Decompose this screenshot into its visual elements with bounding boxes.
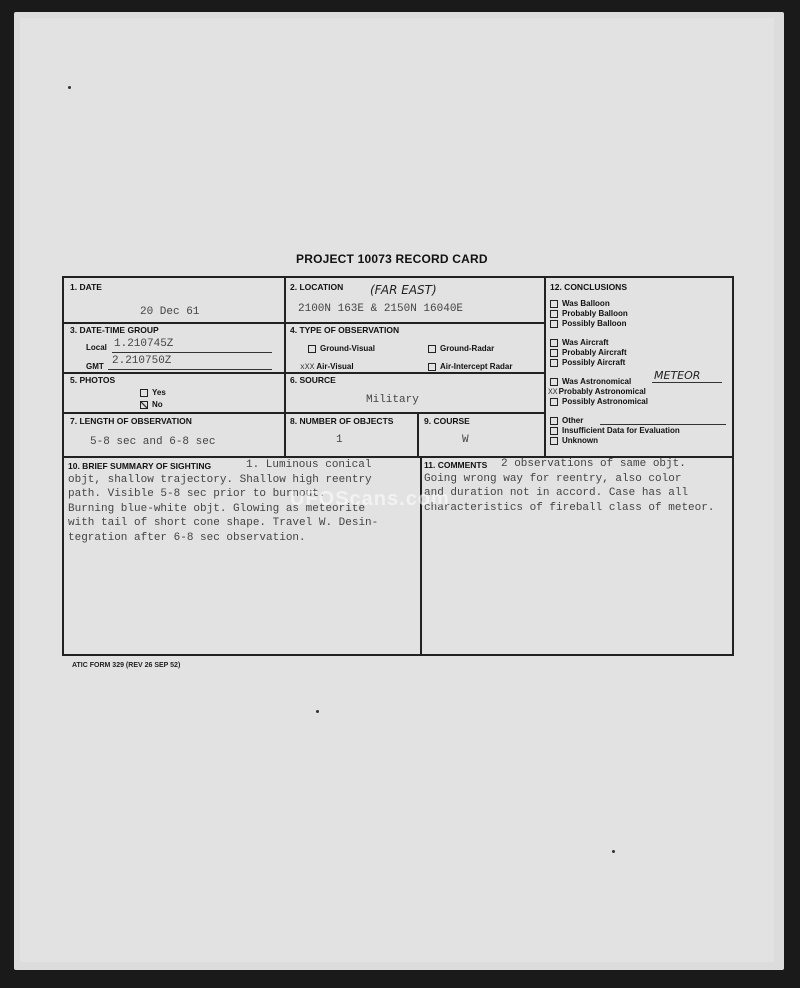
meteor-underline (652, 382, 722, 383)
dtg-local-label: Local (86, 343, 107, 352)
possibly-astronomical-option[interactable] (550, 397, 648, 406)
other-checkbox[interactable] (550, 417, 558, 425)
date-value: 20 Dec 61 (140, 306, 200, 318)
probably-astronomical-label: Probably Astronomical (558, 387, 646, 396)
was-astronomical-option[interactable] (550, 377, 631, 386)
other-option[interactable] (550, 416, 583, 425)
watermark-logo: UFOScans.com (290, 488, 450, 510)
comments-text: 2 observations of same objt. Going wrong way for reentry, also color and duration not in accord. Case has all characteristics of fireball class of meteor. (424, 458, 715, 514)
air-intercept-option[interactable] (428, 362, 512, 371)
ground-visual-label: Ground-Visual (320, 344, 375, 353)
probably-aircraft-label: Probably Aircraft (562, 348, 627, 357)
other-underline (600, 424, 726, 425)
possibly-aircraft-label: Possibly Aircraft (562, 358, 626, 367)
possibly-astronomical-label: Possibly Astronomical (562, 397, 648, 406)
photos-no-checkbox[interactable] (140, 401, 148, 409)
was-astronomical-checkbox[interactable] (550, 378, 558, 386)
divider-row1 (64, 322, 544, 324)
air-intercept-label: Air-Intercept Radar (440, 362, 513, 371)
probably-aircraft-option[interactable] (550, 348, 627, 357)
dtg-gmt-value: 2.210750Z (112, 355, 172, 367)
photos-yes-checkbox[interactable] (140, 389, 148, 397)
ground-visual-checkbox[interactable] (308, 345, 316, 353)
source-label: 6. SOURCE (290, 375, 336, 385)
other-label: Other (562, 416, 584, 425)
air-visual-label: Air-Visual (316, 362, 354, 371)
air-visual-mark: xXX (300, 363, 315, 372)
possibly-aircraft-option[interactable] (550, 358, 625, 367)
comments-label: 11. COMMENTS (424, 460, 488, 470)
summary-text: 1. Luminous conical objt, shallow trajectory. Shallow high reentry path. Visible 5-8 sec prior to burnout. Burning blue-white objt. Glowing as meteorite with tail of short cone shape. Travel W. Desin- tegration after 6-8 sec observation. (68, 459, 379, 544)
divider-row2 (64, 372, 544, 374)
possibly-balloon-option[interactable] (550, 319, 626, 328)
divider-col1 (284, 278, 286, 456)
location-label: 2. LOCATION (290, 282, 344, 292)
length-value: 5-8 sec and 6-8 sec (90, 436, 216, 448)
possibly-balloon-checkbox[interactable] (550, 320, 558, 328)
objects-value: 1 (336, 434, 343, 446)
unknown-checkbox[interactable] (550, 437, 558, 445)
photos-no-label: No (152, 400, 163, 409)
photos-label: 5. PHOTOS (70, 375, 116, 385)
photos-no-option[interactable] (140, 400, 163, 409)
dtg-gmt-label: GMT (86, 362, 104, 371)
dtg-local-value: 1.210745Z (114, 338, 174, 350)
was-aircraft-label: Was Aircraft (562, 338, 609, 347)
summary-label: 10. BRIEF SUMMARY OF SIGHTING (68, 461, 212, 471)
divider-10-11 (420, 456, 422, 654)
insufficient-data-checkbox[interactable] (550, 427, 558, 435)
probably-balloon-checkbox[interactable] (550, 310, 558, 318)
probably-astro-mark: XX (548, 388, 558, 397)
divider-col2 (544, 278, 546, 456)
speck-mark (68, 86, 71, 89)
ground-radar-option[interactable] (428, 344, 494, 353)
probably-astronomical-option[interactable] (548, 387, 646, 397)
probably-aircraft-checkbox[interactable] (550, 349, 558, 357)
form-footer: ATIC FORM 329 (REV 26 SEP 52) (72, 662, 181, 669)
ground-radar-label: Ground-Radar (440, 344, 495, 353)
possibly-astronomical-checkbox[interactable] (550, 398, 558, 406)
meteor-note: METEOR (654, 369, 701, 382)
insufficient-data-option[interactable] (550, 426, 680, 435)
probably-balloon-label: Probably Balloon (562, 309, 628, 318)
was-balloon-checkbox[interactable] (550, 300, 558, 308)
record-card (62, 276, 734, 656)
unknown-label: Unknown (562, 436, 598, 445)
was-balloon-label: Was Balloon (562, 299, 610, 308)
length-label: 7. LENGTH OF OBSERVATION (70, 416, 192, 426)
photos-yes-option[interactable] (140, 388, 166, 397)
possibly-balloon-label: Possibly Balloon (562, 319, 627, 328)
insufficient-data-label: Insufficient Data for Evaluation (562, 426, 680, 435)
type-obs-label: 4. TYPE OF OBSERVATION (290, 325, 400, 335)
speck-mark (612, 850, 615, 853)
divider-row3 (64, 412, 544, 414)
location-handwritten: (FAR EAST) (370, 283, 437, 297)
was-astronomical-label: Was Astronomical (562, 377, 632, 386)
ground-visual-option[interactable] (308, 344, 375, 353)
ground-radar-checkbox[interactable] (428, 345, 436, 353)
objects-label: 8. NUMBER OF OBJECTS (290, 416, 394, 426)
probably-balloon-option[interactable] (550, 309, 628, 318)
conclusions-label: 12. CONCLUSIONS (550, 282, 627, 292)
possibly-aircraft-checkbox[interactable] (550, 359, 558, 367)
was-balloon-option[interactable] (550, 299, 610, 308)
dtg-label: 3. DATE-TIME GROUP (70, 325, 159, 335)
unknown-option[interactable] (550, 436, 598, 445)
dtg-local-underline (112, 352, 272, 353)
location-value: 2100N 163E & 2150N 16040E (298, 303, 464, 315)
divider-8-9 (417, 412, 419, 456)
dtg-gmt-underline (108, 369, 272, 370)
course-label: 9. COURSE (424, 416, 470, 426)
source-value: Military (366, 394, 419, 406)
air-visual-option[interactable] (300, 362, 354, 372)
date-label: 1. DATE (70, 282, 102, 292)
air-intercept-checkbox[interactable] (428, 363, 436, 371)
was-aircraft-checkbox[interactable] (550, 339, 558, 347)
course-value: W (462, 434, 469, 446)
photos-yes-label: Yes (152, 388, 166, 397)
speck-mark (316, 710, 319, 713)
was-aircraft-option[interactable] (550, 338, 609, 347)
card-title: PROJECT 10073 RECORD CARD (296, 252, 488, 266)
